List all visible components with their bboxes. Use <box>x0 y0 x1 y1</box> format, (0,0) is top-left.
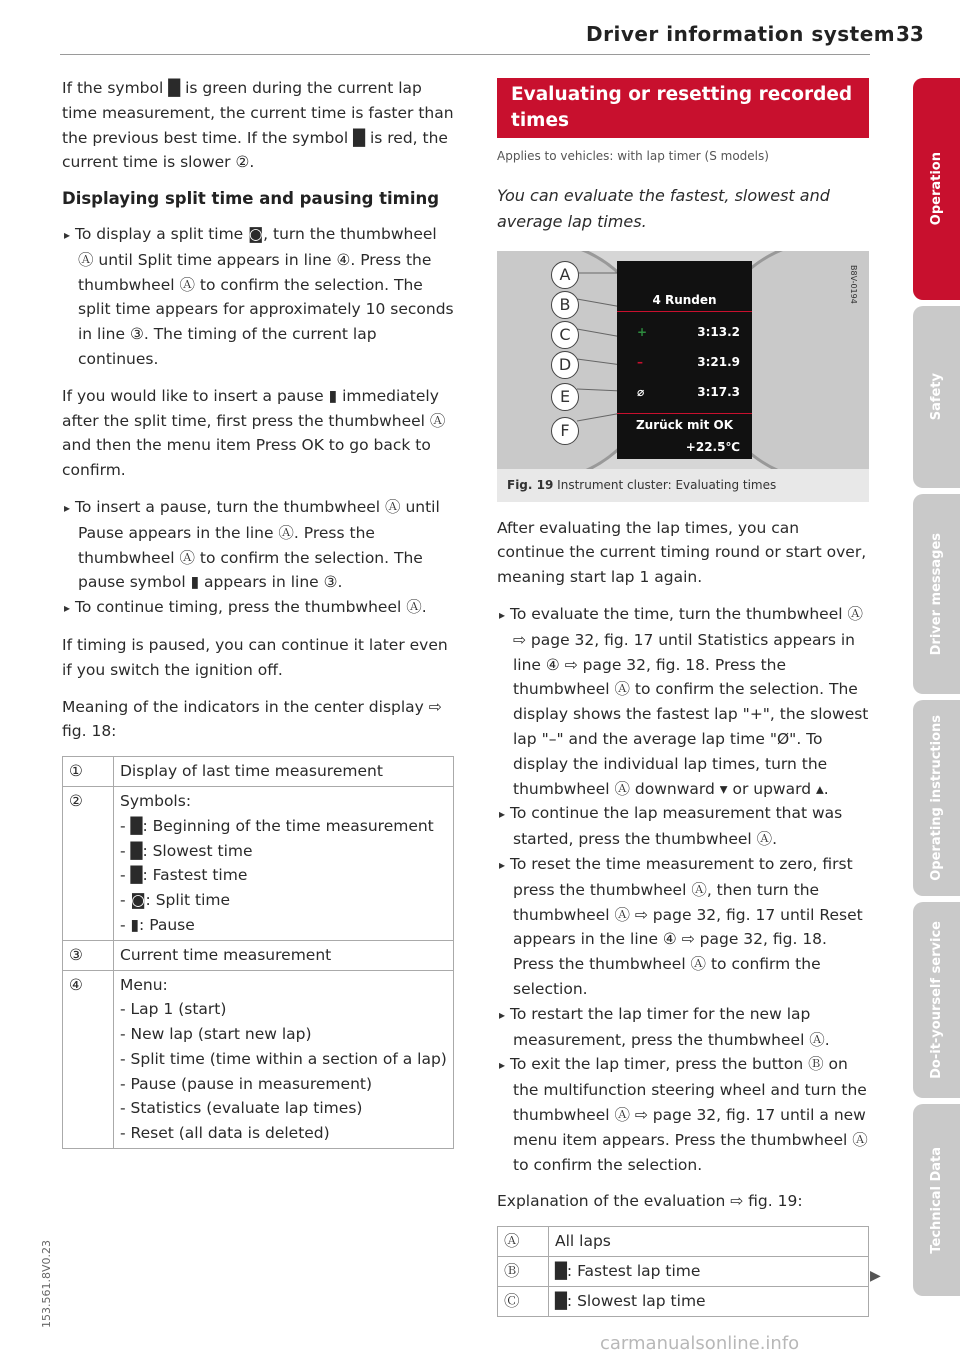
instruction-step: ▸ To reset the time measurement to zero, first press the thumbwheel Ⓐ, then turn the thumbwheel Ⓐ ⇨ page 32, fig. 17 until Reset appears in the line ④ ⇨ page 32, fig. 18. Press the thumbwheel Ⓐ to confirm the selection. <box>497 852 869 1002</box>
indicator-legend-table <box>62 756 454 1149</box>
legend-line: Symbols: <box>120 791 192 810</box>
slowest-row <box>617 351 752 373</box>
legend-value <box>114 940 454 970</box>
legend-line: - █: Fastest time <box>120 866 248 885</box>
legend-value <box>114 757 454 787</box>
legend-line: - Lap 1 (start) <box>120 1000 227 1019</box>
tab-label: Operating instructions <box>928 715 944 881</box>
instruction-step: ▸ To restart the lap timer for the new lap measurement, press the thumbwheel Ⓐ. <box>497 1002 869 1053</box>
laps-row: 4 Runden <box>617 289 752 312</box>
temperature-row: +22.5℃ <box>685 439 740 454</box>
intro-paragraph: If the symbol █ is green during the current lap time measurement, the current time is faster than the previous best time. If the symbol █ is red, the current time is slower ②. <box>62 79 454 172</box>
watermark: carmanualsonline.info <box>600 1333 800 1354</box>
average-mark: ⌀ <box>637 384 645 399</box>
tab-do-it-yourself-service[interactable] <box>913 902 960 1098</box>
instruction-step: ▸ To continue the lap measurement that was started, press the thumbwheel Ⓐ. <box>497 801 869 852</box>
legend-line: - █: Beginning of the time measurement <box>120 816 434 835</box>
legend-line: Menu: <box>120 975 168 994</box>
average-row <box>617 381 752 403</box>
instruction-step: ▸ To display a split time ◙, turn the thumbwheel Ⓐ until Split time appears in line ④. Press the thumbwheel Ⓐ to confirm the selection. The split time appears for approximately 10 seconds in line ③. The timing of the current lap continues. <box>62 222 454 372</box>
section-heading: Displaying split time and pausing timing <box>62 189 440 209</box>
legend-line: - Reset (all data is deleted) <box>120 1124 330 1143</box>
section-intro: You can evaluate the fastest, slowest and average lap times. <box>497 185 830 231</box>
figure-code: B8V-0194 <box>849 264 858 304</box>
fastest-row <box>617 321 752 343</box>
section-banner: Evaluating or resetting recorded times <box>497 78 869 138</box>
legend-key: ② <box>63 786 114 940</box>
callout-f: F <box>551 417 579 445</box>
callout-e: E <box>551 383 579 411</box>
callout-d: D <box>551 351 579 379</box>
instruction-step: ▸ To continue timing, press the thumbwheel Ⓐ. <box>62 595 454 621</box>
legend-key: ③ <box>63 940 114 970</box>
tab-operation[interactable] <box>913 78 960 300</box>
document-code: 153.561.8V0.23 <box>40 1240 53 1328</box>
slowest-time: 3:21.9 <box>697 354 740 369</box>
legend-value: █: Fastest lap time <box>549 1256 869 1286</box>
header-divider <box>60 54 870 55</box>
right-column <box>497 78 869 1317</box>
tab-label: Do-it-yourself service <box>928 921 944 1079</box>
left-column <box>62 76 454 1149</box>
legend-line: - Statistics (evaluate lap times) <box>120 1099 363 1118</box>
pause-paragraph: If you would like to insert a pause ▮ immediately after the split time, first press the thumbwheel Ⓐ and then the menu item Press OK to go back to confirm. <box>62 386 446 480</box>
tab-safety[interactable] <box>913 306 960 488</box>
tab-label: Operation <box>928 152 944 226</box>
callout-b: B <box>551 291 579 319</box>
table-row <box>498 1256 869 1286</box>
indicators-intro: Meaning of the indicators in the center display ⇨ fig. 18: <box>62 697 442 741</box>
legend-line: - Split time (time within a section of a lap) <box>120 1049 447 1068</box>
table-row <box>63 757 454 787</box>
legend-value <box>114 970 454 1149</box>
callout-a: A <box>551 261 579 289</box>
tab-label: Safety <box>928 373 944 421</box>
table-row <box>63 970 454 1149</box>
instruction-step: ▸ To evaluate the time, turn the thumbwheel Ⓐ ⇨ page 32, fig. 17 until Statistics appears in line ④ ⇨ page 32, fig. 18. Press the thumbwheel Ⓐ to confirm the selection. The display shows the fastest lap "+", the slowest lap "–" and the average lap time "Ø". To display the individual lap times, turn the thumbwheel Ⓐ downward ▾ or upward ▴. <box>497 602 869 801</box>
fastest-time: 3:13.2 <box>697 324 740 339</box>
instruction-step: ▸ To insert a pause, turn the thumbwheel Ⓐ until Pause appears in the line Ⓐ. Press the thumbwheel Ⓐ to confirm the selection. The pause symbol ▮ appears in line ③. <box>62 495 454 595</box>
running-header-title: Driver information system <box>586 22 896 46</box>
legend-line: - Pause (pause in measurement) <box>120 1074 373 1093</box>
legend-key: Ⓐ <box>498 1227 549 1257</box>
tab-driver-messages[interactable] <box>913 494 960 694</box>
plus-mark: + <box>637 324 648 339</box>
legend-line: - █: Slowest time <box>120 841 253 860</box>
legend-line: - ▮: Pause <box>120 915 195 934</box>
callout-c: C <box>551 321 579 349</box>
figure-caption <box>497 469 869 502</box>
legend-key: Ⓒ <box>498 1286 549 1316</box>
table-row <box>63 786 454 940</box>
continue-arrow-icon: ▶ <box>870 1268 881 1284</box>
page-number: 33 <box>896 22 924 46</box>
tab-label: Technical Data <box>928 1146 944 1254</box>
legend-line: - New lap (start new lap) <box>120 1025 312 1044</box>
table-row <box>498 1227 869 1257</box>
tab-label: Driver messages <box>928 532 944 656</box>
instruction-step: ▸ To exit the lap timer, press the button Ⓑ on the multifunction steering wheel and turn the thumbwheel Ⓐ ⇨ page 32, fig. 17 until a new menu item appears. Press the thumbwheel Ⓐ to confirm the selection. <box>497 1052 869 1177</box>
legend-line: Display of last time measurement <box>120 762 383 781</box>
figure-caption-text: Instrument cluster: Evaluating times <box>557 477 777 492</box>
table-row <box>498 1286 869 1316</box>
legend-value: █: Slowest lap time <box>549 1286 869 1316</box>
paused-info-paragraph: If timing is paused, you can continue it later even if you switch the ignition off. <box>62 635 448 679</box>
cluster-display <box>617 261 752 459</box>
legend-value <box>114 786 454 940</box>
tab-technical-data[interactable] <box>913 1104 960 1296</box>
legend-key: ④ <box>63 970 114 1149</box>
evaluation-intro: Explanation of the evaluation ⇨ fig. 19: <box>497 1192 803 1211</box>
minus-mark: – <box>637 354 643 369</box>
instrument-cluster-figure <box>497 251 869 469</box>
legend-line: - ◙: Split time <box>120 891 231 910</box>
applies-to-note: Applies to vehicles: with lap timer (S models) <box>497 149 769 163</box>
evaluation-legend-table <box>497 1226 869 1316</box>
legend-key: Ⓑ <box>498 1256 549 1286</box>
figure-label: Fig. 19 <box>507 477 554 492</box>
legend-line: Current time measurement <box>120 945 332 964</box>
tab-operating-instructions[interactable] <box>913 700 960 896</box>
after-evaluation-paragraph: After evaluating the lap times, you can continue the current timing round or start over, meaning start lap 1 again. <box>497 518 867 587</box>
average-time: 3:17.3 <box>697 384 740 399</box>
legend-value: All laps <box>549 1227 869 1257</box>
legend-key: ① <box>63 757 114 787</box>
table-row <box>63 940 454 970</box>
back-row: Zurück mit OK <box>617 413 752 436</box>
